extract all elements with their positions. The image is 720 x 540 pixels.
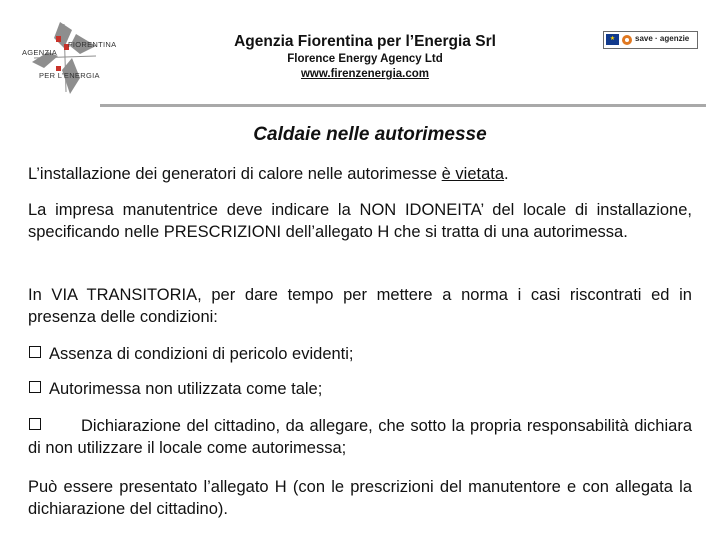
logo-text-agenzia: AGENZIA	[22, 48, 58, 57]
eu-flag-icon: ★	[606, 34, 619, 45]
company-name: Agenzia Fiorentina per l’Energia Srl	[234, 33, 496, 50]
logo-text-per-energia: PER L'ENERGIA	[39, 71, 100, 80]
page-title: Caldaie nelle autorimesse	[253, 124, 487, 145]
agency-logo	[14, 20, 126, 98]
intro-text: L’installazione dei generatori di calore nelle autorimesse	[28, 165, 442, 183]
save-logo-icon	[622, 35, 632, 45]
condition-text: Dichiarazione del cittadino, da allegare, che sotto la propria responsabilità dichiara di non utilizzare il locale come autorimessa;	[28, 417, 692, 457]
logo-text-fiorentina: FIORENTINA	[68, 40, 117, 49]
company-website-link[interactable]: www.firenzenergia.com	[300, 68, 430, 80]
condition-text: Autorimessa non utilizzata come tale;	[49, 380, 323, 398]
intro-paragraph	[28, 163, 692, 185]
save-logo-text: save · agenzie	[635, 34, 690, 43]
condition-item	[28, 378, 692, 400]
paragraph-allegato-h: Può essere presentato l’allegato H (con le prescrizioni del manutentore e con allegata la dichiarazione del cittadino).	[28, 478, 692, 518]
paragraph-via-transitoria: In VIA TRANSITORIA, per dare tempo per mettere a norma i casi riscontrati ed in presenza delle condizioni:	[28, 286, 692, 326]
condition-item	[28, 343, 692, 365]
condition-item	[28, 415, 692, 459]
paragraph-non-idoneita: La impresa manutentrice deve indicare la NON IDONEITA’ del locale di installazione, specificando nelle PRESCRIZIONI dell’allegato H che si tratta di una autorimessa.	[28, 201, 692, 241]
intro-emphasis: è vietata	[441, 165, 505, 183]
checkbox-icon	[29, 381, 41, 393]
header-divider	[100, 104, 706, 107]
company-name-english: Florence Energy Agency Ltd	[287, 53, 443, 65]
intro-end: .	[504, 165, 509, 183]
save-agenzie-logo	[603, 31, 698, 49]
checkbox-icon	[29, 346, 41, 358]
condition-text: Assenza di condizioni di pericolo evidenti;	[49, 345, 354, 363]
checkbox-icon	[29, 418, 41, 430]
agency-logo-mark	[14, 20, 126, 98]
